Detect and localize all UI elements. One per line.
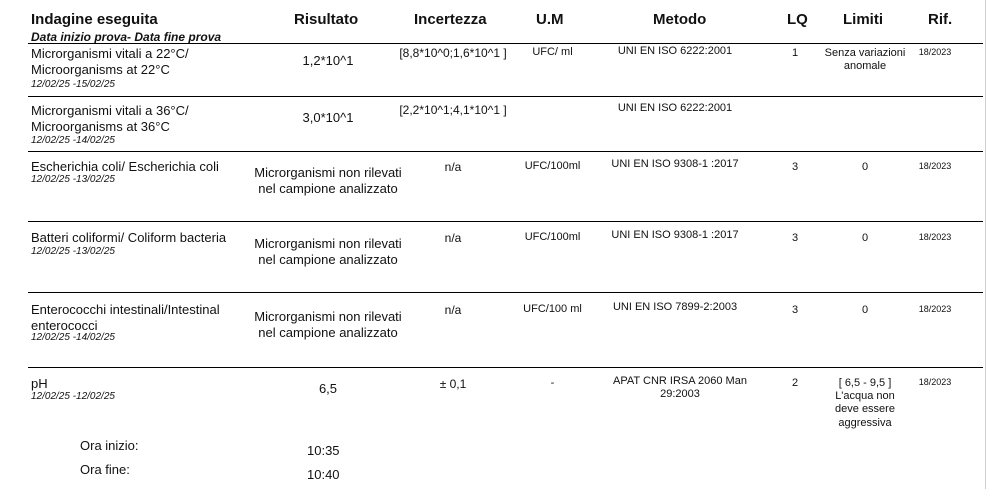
row-test-name: Microrganismi vitali a 36°C/ Microorganisms at 36°C — [31, 103, 189, 134]
row-divider — [28, 221, 983, 222]
row-result: Microrganismi non rilevati nel campione analizzato — [254, 309, 402, 340]
row-unit: UFC/100 ml — [523, 303, 582, 315]
row-test-name: Microrganismi vitali a 22°C/ Microorganisms at 22°C — [31, 46, 189, 77]
row-lq: 2 — [791, 377, 799, 389]
row-test-name: Escherichia coli/ Escherichia coli — [31, 159, 219, 174]
row-lq: 3 — [791, 232, 799, 244]
start-time-value: 10:35 — [307, 443, 340, 458]
end-time-value: 10:40 — [307, 467, 340, 482]
row-limits: 0 — [861, 232, 869, 244]
header-unit: U.M — [536, 11, 564, 28]
row-uncertainty: ± 0,1 — [439, 377, 467, 391]
row-result: Microrganismi non rilevati nel campione analizzato — [254, 236, 402, 267]
row-unit: UFC/100ml — [524, 160, 581, 172]
header-divider — [28, 43, 983, 44]
row-lq: 3 — [791, 304, 799, 316]
row-ref: 18/2023 — [918, 232, 952, 242]
row-lq: 3 — [791, 161, 799, 173]
row-limits: 0 — [861, 304, 869, 316]
row-method: UNI EN ISO 7899-2:2003 — [612, 301, 738, 313]
row-test-dates: 12/02/25 -13/02/25 — [31, 174, 115, 185]
row-method: UNI EN ISO 6222:2001 — [617, 45, 733, 57]
row-result: 3,0*10^1 — [302, 110, 354, 125]
row-limits: [ 6,5 - 9,5 ] L'acqua non deve essere aggressiva — [835, 377, 895, 429]
row-uncertainty: n/a — [444, 160, 462, 174]
row-divider — [28, 151, 983, 152]
header-dates-subtitle: Data inizio prova- Data fine prova — [31, 30, 222, 44]
row-divider — [28, 367, 983, 368]
start-time-label: Ora inizio: — [80, 438, 139, 453]
row-unit: - — [550, 377, 555, 389]
header-ref: Rif. — [928, 11, 953, 28]
row-method: UNI EN ISO 6222:2001 — [617, 102, 733, 114]
row-uncertainty: n/a — [444, 303, 462, 317]
row-test-name: pH — [31, 376, 48, 391]
header-method: Metodo — [653, 11, 707, 28]
row-uncertainty: n/a — [444, 231, 462, 245]
row-divider — [28, 96, 983, 97]
row-limits: 0 — [861, 161, 869, 173]
row-test-dates: 12/02/25 -12/02/25 — [31, 391, 115, 402]
row-unit: UFC/ ml — [532, 46, 573, 58]
header-uncertainty: Incertezza — [414, 11, 487, 28]
row-test-dates: 12/02/25 -13/02/25 — [31, 246, 115, 257]
row-ref: 18/2023 — [918, 377, 952, 387]
header-limits: Limiti — [843, 11, 883, 28]
row-limits: Senza variazioni anomale — [824, 47, 906, 73]
row-result: Microrganismi non rilevati nel campione analizzato — [254, 165, 402, 196]
row-test-name: Enterococchi intestinali/Intestinal enterococci — [31, 302, 220, 333]
row-result: 6,5 — [318, 381, 338, 396]
row-method: UNI EN ISO 9308-1 :2017 — [611, 158, 739, 170]
row-method: APAT CNR IRSA 2060 Man 29:2003 — [613, 375, 747, 401]
row-test-name: Batteri coliformi/ Coliform bacteria — [31, 230, 227, 245]
row-ref: 18/2023 — [918, 161, 952, 171]
row-result: 1,2*10^1 — [302, 53, 354, 68]
row-lq: 1 — [791, 47, 799, 59]
row-unit: UFC/100ml — [524, 231, 581, 243]
row-method: UNI EN ISO 9308-1 :2017 — [611, 229, 739, 241]
row-test-dates: 12/02/25 -15/02/25 — [31, 79, 115, 90]
row-ref: 18/2023 — [918, 304, 952, 314]
row-ref: 18/2023 — [918, 47, 952, 57]
header-test: Indagine eseguita — [31, 11, 158, 28]
row-uncertainty: [8,8*10^0;1,6*10^1 ] — [399, 46, 507, 60]
row-test-dates: 12/02/25 -14/02/25 — [31, 135, 115, 146]
header-lq: LQ — [787, 11, 808, 28]
end-time-label: Ora fine: — [80, 462, 130, 477]
header-result: Risultato — [294, 11, 359, 28]
row-divider — [28, 292, 983, 293]
row-test-dates: 12/02/25 -14/02/25 — [31, 332, 115, 343]
row-uncertainty: [2,2*10^1;4,1*10^1 ] — [399, 103, 507, 117]
